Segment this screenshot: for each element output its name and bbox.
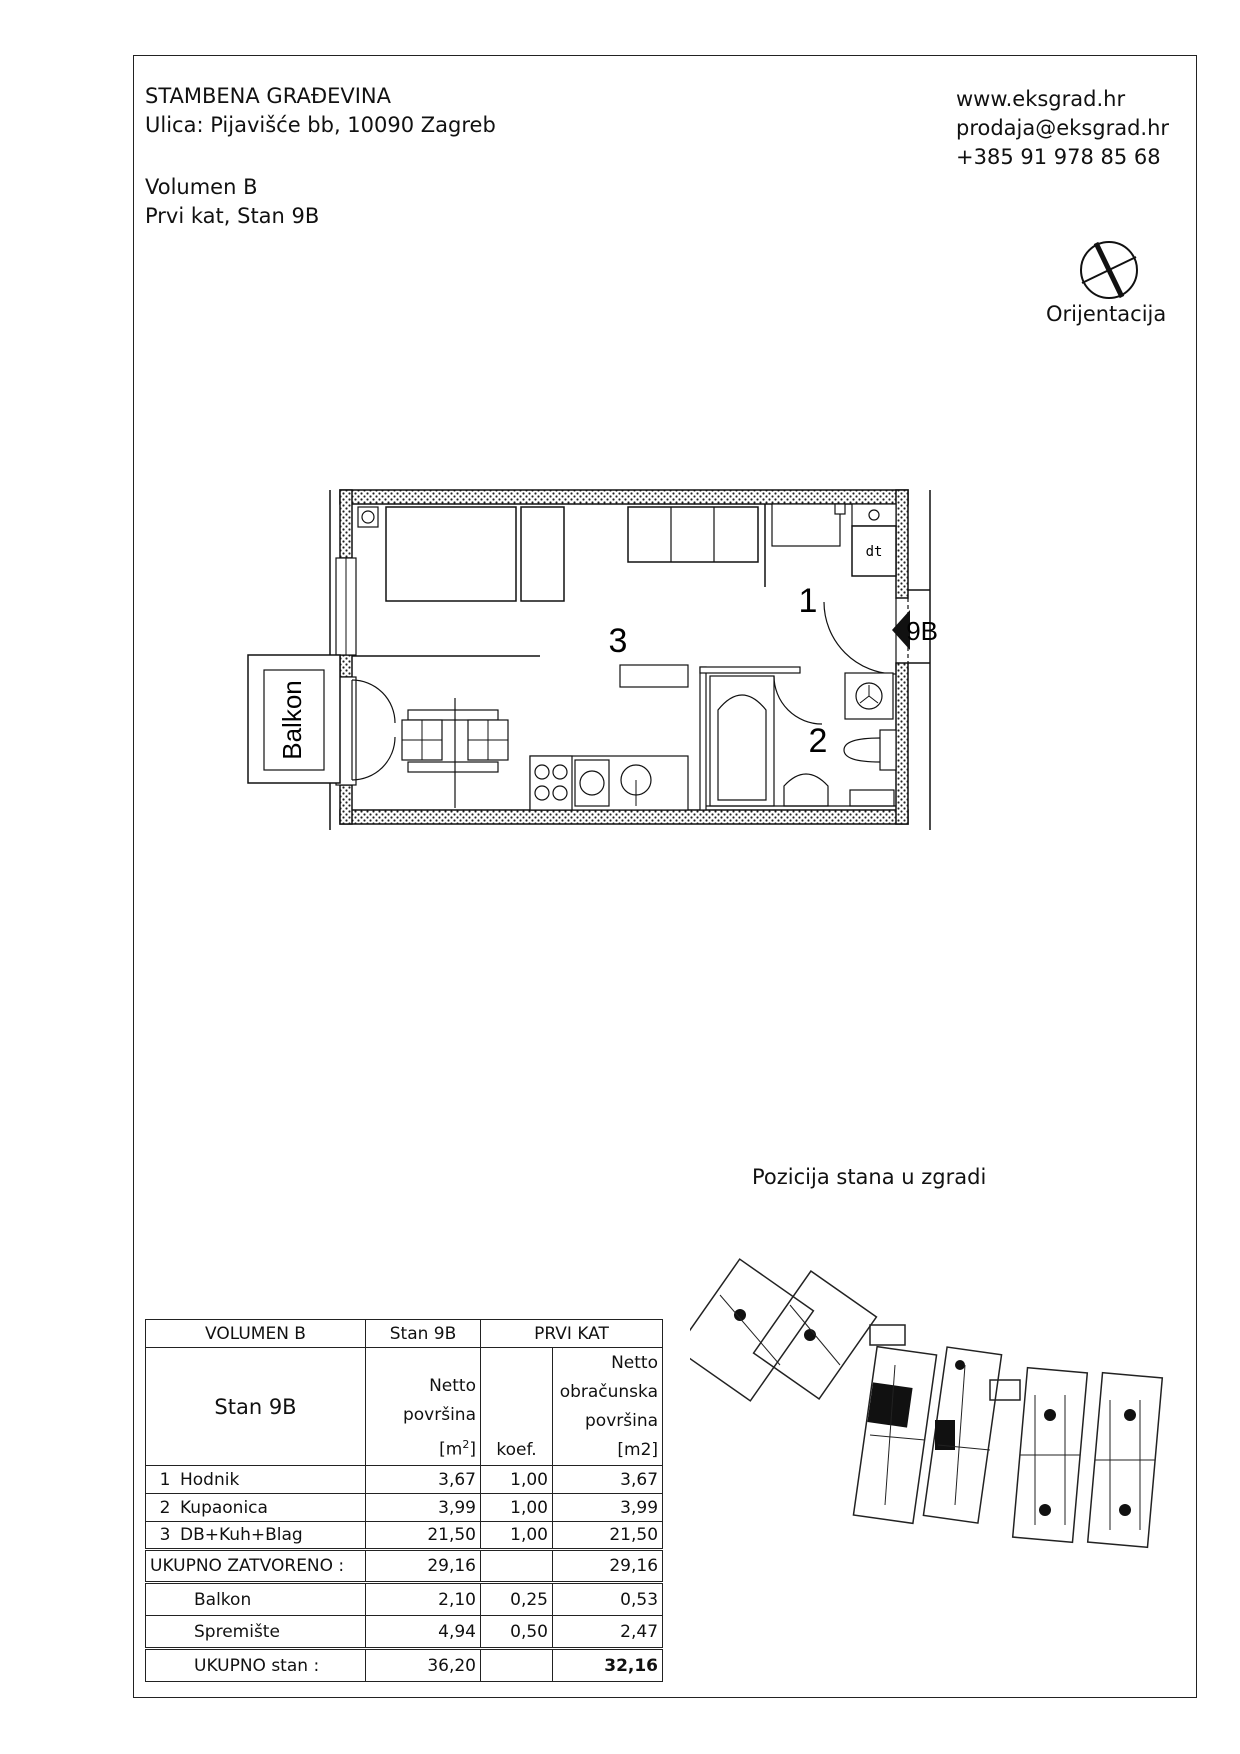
col-net-unit-close: ] — [469, 1440, 476, 1460]
room-no: 2 — [159, 1497, 171, 1518]
col-net-unit — [370, 1430, 476, 1465]
table-row — [146, 1466, 663, 1494]
room-1-label: 1 — [798, 582, 818, 620]
col-net-unit-text: [m — [439, 1440, 463, 1460]
room-area: 3,99 — [366, 1494, 481, 1522]
room-2-label: 2 — [808, 722, 828, 760]
grand-total-koef — [481, 1649, 553, 1682]
table-header-unit: Stan 9B — [366, 1320, 481, 1348]
col-calc-line-1: Netto — [611, 1353, 659, 1373]
room-no: 3 — [159, 1525, 171, 1545]
address: Ulica: Pijavišće bb, 10090 Zagreb — [145, 113, 496, 137]
room-koef: 1,00 — [481, 1494, 553, 1522]
room-cell — [146, 1494, 366, 1522]
col-calc-line-3: površina — [585, 1411, 659, 1431]
table-col-net-area — [366, 1348, 481, 1466]
table-col-calc-area — [553, 1348, 663, 1466]
room-calc-area: 21,50 — [553, 1522, 663, 1550]
room-area: 21,50 — [366, 1522, 481, 1550]
table-row — [146, 1583, 663, 1616]
col-net-unit-sup: 2 — [462, 1438, 470, 1452]
room-name: DB+Kuh+Blag — [180, 1525, 303, 1545]
extra-koef: 0,50 — [481, 1616, 553, 1649]
compass-icon — [1078, 239, 1140, 301]
closed-total-koef — [481, 1550, 553, 1583]
email-link[interactable]: prodaja@eksgrad.hr — [956, 116, 1170, 140]
building-type: STAMBENA GRAĐEVINA — [145, 84, 391, 108]
room-koef: 1,00 — [481, 1522, 553, 1550]
room-name: Hodnik — [180, 1469, 240, 1490]
building-site-plan — [690, 1255, 1195, 1560]
position-caption: Pozicija stana u zgradi — [752, 1165, 987, 1189]
entrance-label: 9B — [906, 616, 938, 646]
balcony-label: Balkon — [276, 680, 307, 760]
room-cell — [146, 1466, 366, 1494]
table-header-volume: VOLUMEN B — [146, 1320, 366, 1348]
room-koef: 1,00 — [481, 1466, 553, 1494]
table-row — [146, 1494, 663, 1522]
extra-calc: 2,47 — [553, 1616, 663, 1649]
table-unit-name: Stan 9B — [146, 1348, 366, 1466]
floor-plan — [240, 480, 940, 840]
area-table — [145, 1319, 663, 1682]
extra-name: Balkon — [146, 1583, 366, 1616]
room-no: 1 — [159, 1469, 171, 1490]
room-calc-area: 3,99 — [553, 1494, 663, 1522]
orientation-label: Orijentacija — [1046, 302, 1167, 326]
website-link[interactable]: www.eksgrad.hr — [956, 87, 1126, 111]
phone-number: +385 91 978 85 68 — [956, 145, 1161, 169]
table-header-floor: PRVI KAT — [481, 1320, 663, 1348]
col-calc-unit: [m2] — [617, 1440, 659, 1460]
room-area: 3,67 — [366, 1466, 481, 1494]
grand-total-label: UKUPNO stan : — [146, 1649, 366, 1682]
room-name: Kupaonica — [180, 1497, 268, 1518]
col-net-line-1: Netto — [429, 1376, 476, 1397]
room-3-label: 3 — [608, 622, 628, 660]
col-net-line-2: površina — [402, 1405, 476, 1426]
closed-total-label: UKUPNO ZATVORENO : — [146, 1550, 366, 1583]
grand-total-row — [146, 1649, 663, 1682]
dryer-label: dt — [865, 544, 883, 560]
floor-unit-label: Prvi kat, Stan 9B — [145, 204, 320, 228]
closed-total-area: 29,16 — [366, 1550, 481, 1583]
room-calc-area: 3,67 — [553, 1466, 663, 1494]
col-calc-line-2: obračunska — [559, 1382, 659, 1402]
grand-total-area: 36,20 — [366, 1649, 481, 1682]
extra-area: 2,10 — [366, 1583, 481, 1616]
room-cell — [146, 1522, 366, 1550]
extra-calc: 0,53 — [553, 1583, 663, 1616]
table-row — [146, 1522, 663, 1550]
extra-koef: 0,25 — [481, 1583, 553, 1616]
table-row — [146, 1616, 663, 1649]
extra-name: Spremište — [146, 1616, 366, 1649]
grand-total-calc: 32,16 — [553, 1649, 663, 1682]
volume-label: Volumen B — [145, 175, 258, 199]
extra-area: 4,94 — [366, 1616, 481, 1649]
table-col-koef: koef. — [481, 1348, 553, 1466]
closed-total-calc: 29,16 — [553, 1550, 663, 1583]
closed-total-row — [146, 1550, 663, 1583]
